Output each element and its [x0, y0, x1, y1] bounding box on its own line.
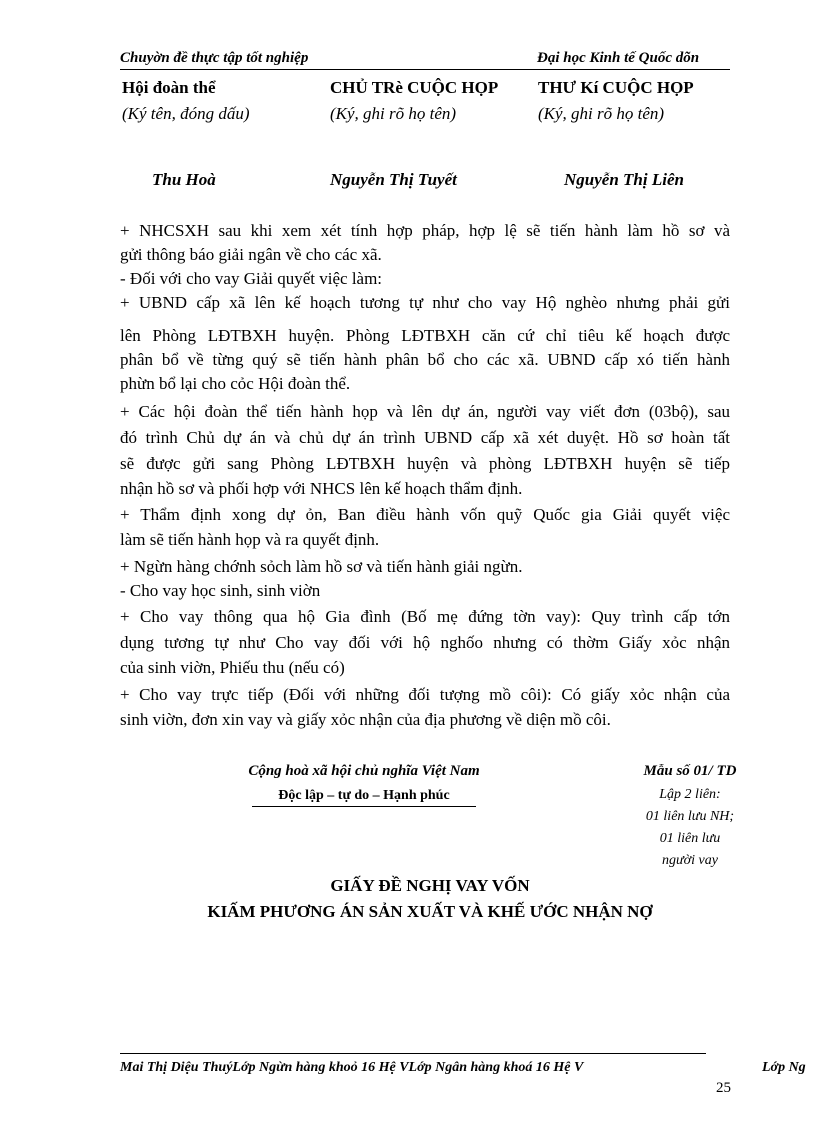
signature-title-secretary: THƯ Kí CUỘC HỌP — [538, 78, 694, 97]
body-line: sinh viờn, đơn xin vay và giấy xỏc nhận của địa phương về diện mồ côi. — [120, 710, 611, 729]
body-line: + Thẩm định xong dự ỏn, Ban điều hành vốn quỹ Quốc gia Giải quyết việc — [120, 505, 730, 524]
body-line: - Cho vay học sinh, sinh viờn — [120, 581, 321, 600]
signature-name-association: Thu Hoà — [152, 170, 216, 189]
signature-name-chair: Nguyễn Thị Tuyết — [330, 170, 457, 189]
signature-title-association: Hội đoàn thể — [122, 78, 216, 97]
copy-borrower-line1: 01 liên lưu — [659, 831, 721, 846]
body-line: lên Phòng LĐTBXH huyện. Phòng LĐTBXH căn cứ chỉ tiêu kế hoạch được — [120, 326, 730, 345]
national-motto: Độc lập – tự do – Hạnh phúc — [278, 788, 450, 803]
form-title: GIẤY ĐỀ NGHỊ VAY VỐN — [330, 876, 530, 895]
body-line: sẽ được gửi sang Phòng LĐTBXH huyện và phòng LĐTBXH huyện sẽ tiếp — [120, 454, 730, 473]
body-line: + Cho vay trực tiếp (Đối với những đối tượng mồ côi): Có giấy xỏc nhận của — [120, 685, 730, 704]
footer-class-right: Lớp Ng — [762, 1060, 806, 1075]
copy-borrower-line2: người vay — [662, 853, 718, 868]
running-header-right: Đại học Kinh tế Quốc dõn — [537, 50, 700, 66]
form-subtitle: KIẤM PHƯƠNG ÁN SẢN XUẤT VÀ KHẾ ƯỚC NHẬN NỢ — [207, 902, 653, 921]
signature-title-chair: CHỦ TRè CUỘC HỌP — [330, 78, 499, 97]
body-line: + Ngừn hàng chớnh sỏch làm hồ sơ và tiến hành giải ngừn. — [120, 557, 523, 576]
body-line: phân bổ về từng quý sẽ tiến hành phân bổ cho các xã. UBND cấp xó tiến hành — [120, 350, 730, 369]
signature-subtitle-association: (Ký tên, đóng dấu) — [122, 104, 250, 123]
footer-author-class: Mai Thị Diệu ThuýLớp Ngừn hàng khoỏ 16 Hệ VLớp Ngân hàng khoá 16 Hệ V — [120, 1060, 584, 1075]
body-line: đó trình Chủ dự án và chủ dự án trình UBND cấp xã xét duyệt. Hồ sơ hoàn tất — [120, 428, 730, 447]
body-line: của sinh viờn, Phiếu thu (nếu có) — [120, 658, 345, 677]
body-line: gửi thông báo giải ngân về cho các xã. — [120, 245, 382, 264]
form-code: Mẫu số 01/ TD — [643, 763, 737, 779]
body-line: + NHCSXH sau khi xem xét tính hợp pháp, hợp lệ sẽ tiến hành làm hồ sơ và — [120, 221, 730, 240]
motto-underline — [252, 806, 476, 807]
signature-subtitle-chair: (Ký, ghi rõ họ tên) — [330, 104, 457, 123]
page-number: 25 — [716, 1080, 731, 1096]
body-line: làm sẽ tiến hành họp và ra quyết định. — [120, 530, 380, 549]
signature-name-secretary: Nguyễn Thị Liên — [564, 170, 684, 189]
header-rule — [120, 69, 730, 70]
running-header-left: Chuyờn đề thực tập tốt nghiệp — [120, 50, 309, 66]
copy-bank: 01 liên lưu NH; — [645, 809, 735, 824]
footer-rule — [120, 1053, 706, 1054]
country-name: Cộng hoà xã hội chủ nghĩa Việt Nam — [248, 763, 480, 779]
body-line: phừn bổ lại cho cỏc Hội đoàn thể. — [120, 374, 351, 393]
body-line: nhận hồ sơ và phối hợp với NHCS lên kế hoạch thẩm định. — [120, 479, 523, 498]
body-line: + Các hội đoàn thể tiến hành họp và lên dự án, người vay viết đơn (03bộ), sau — [120, 402, 730, 421]
body-line: - Đối với cho vay Giải quyết việc làm: — [120, 269, 383, 288]
body-line: + UBND cấp xã lên kế hoạch tương tự như cho vay Hộ nghèo nhưng phải gửi — [120, 293, 730, 312]
body-line: dụng tương tự như Cho vay đối với hộ nghốo nhưng có thờm Giấy xỏc nhận — [120, 633, 730, 652]
body-line: + Cho vay thông qua hộ Gia đình (Bố mẹ đứng tờn vay): Quy trình cấp tớn — [120, 607, 730, 626]
copies-label: Lập 2 liên: — [659, 787, 721, 802]
signature-subtitle-secretary: (Ký, ghi rõ họ tên) — [538, 104, 665, 123]
